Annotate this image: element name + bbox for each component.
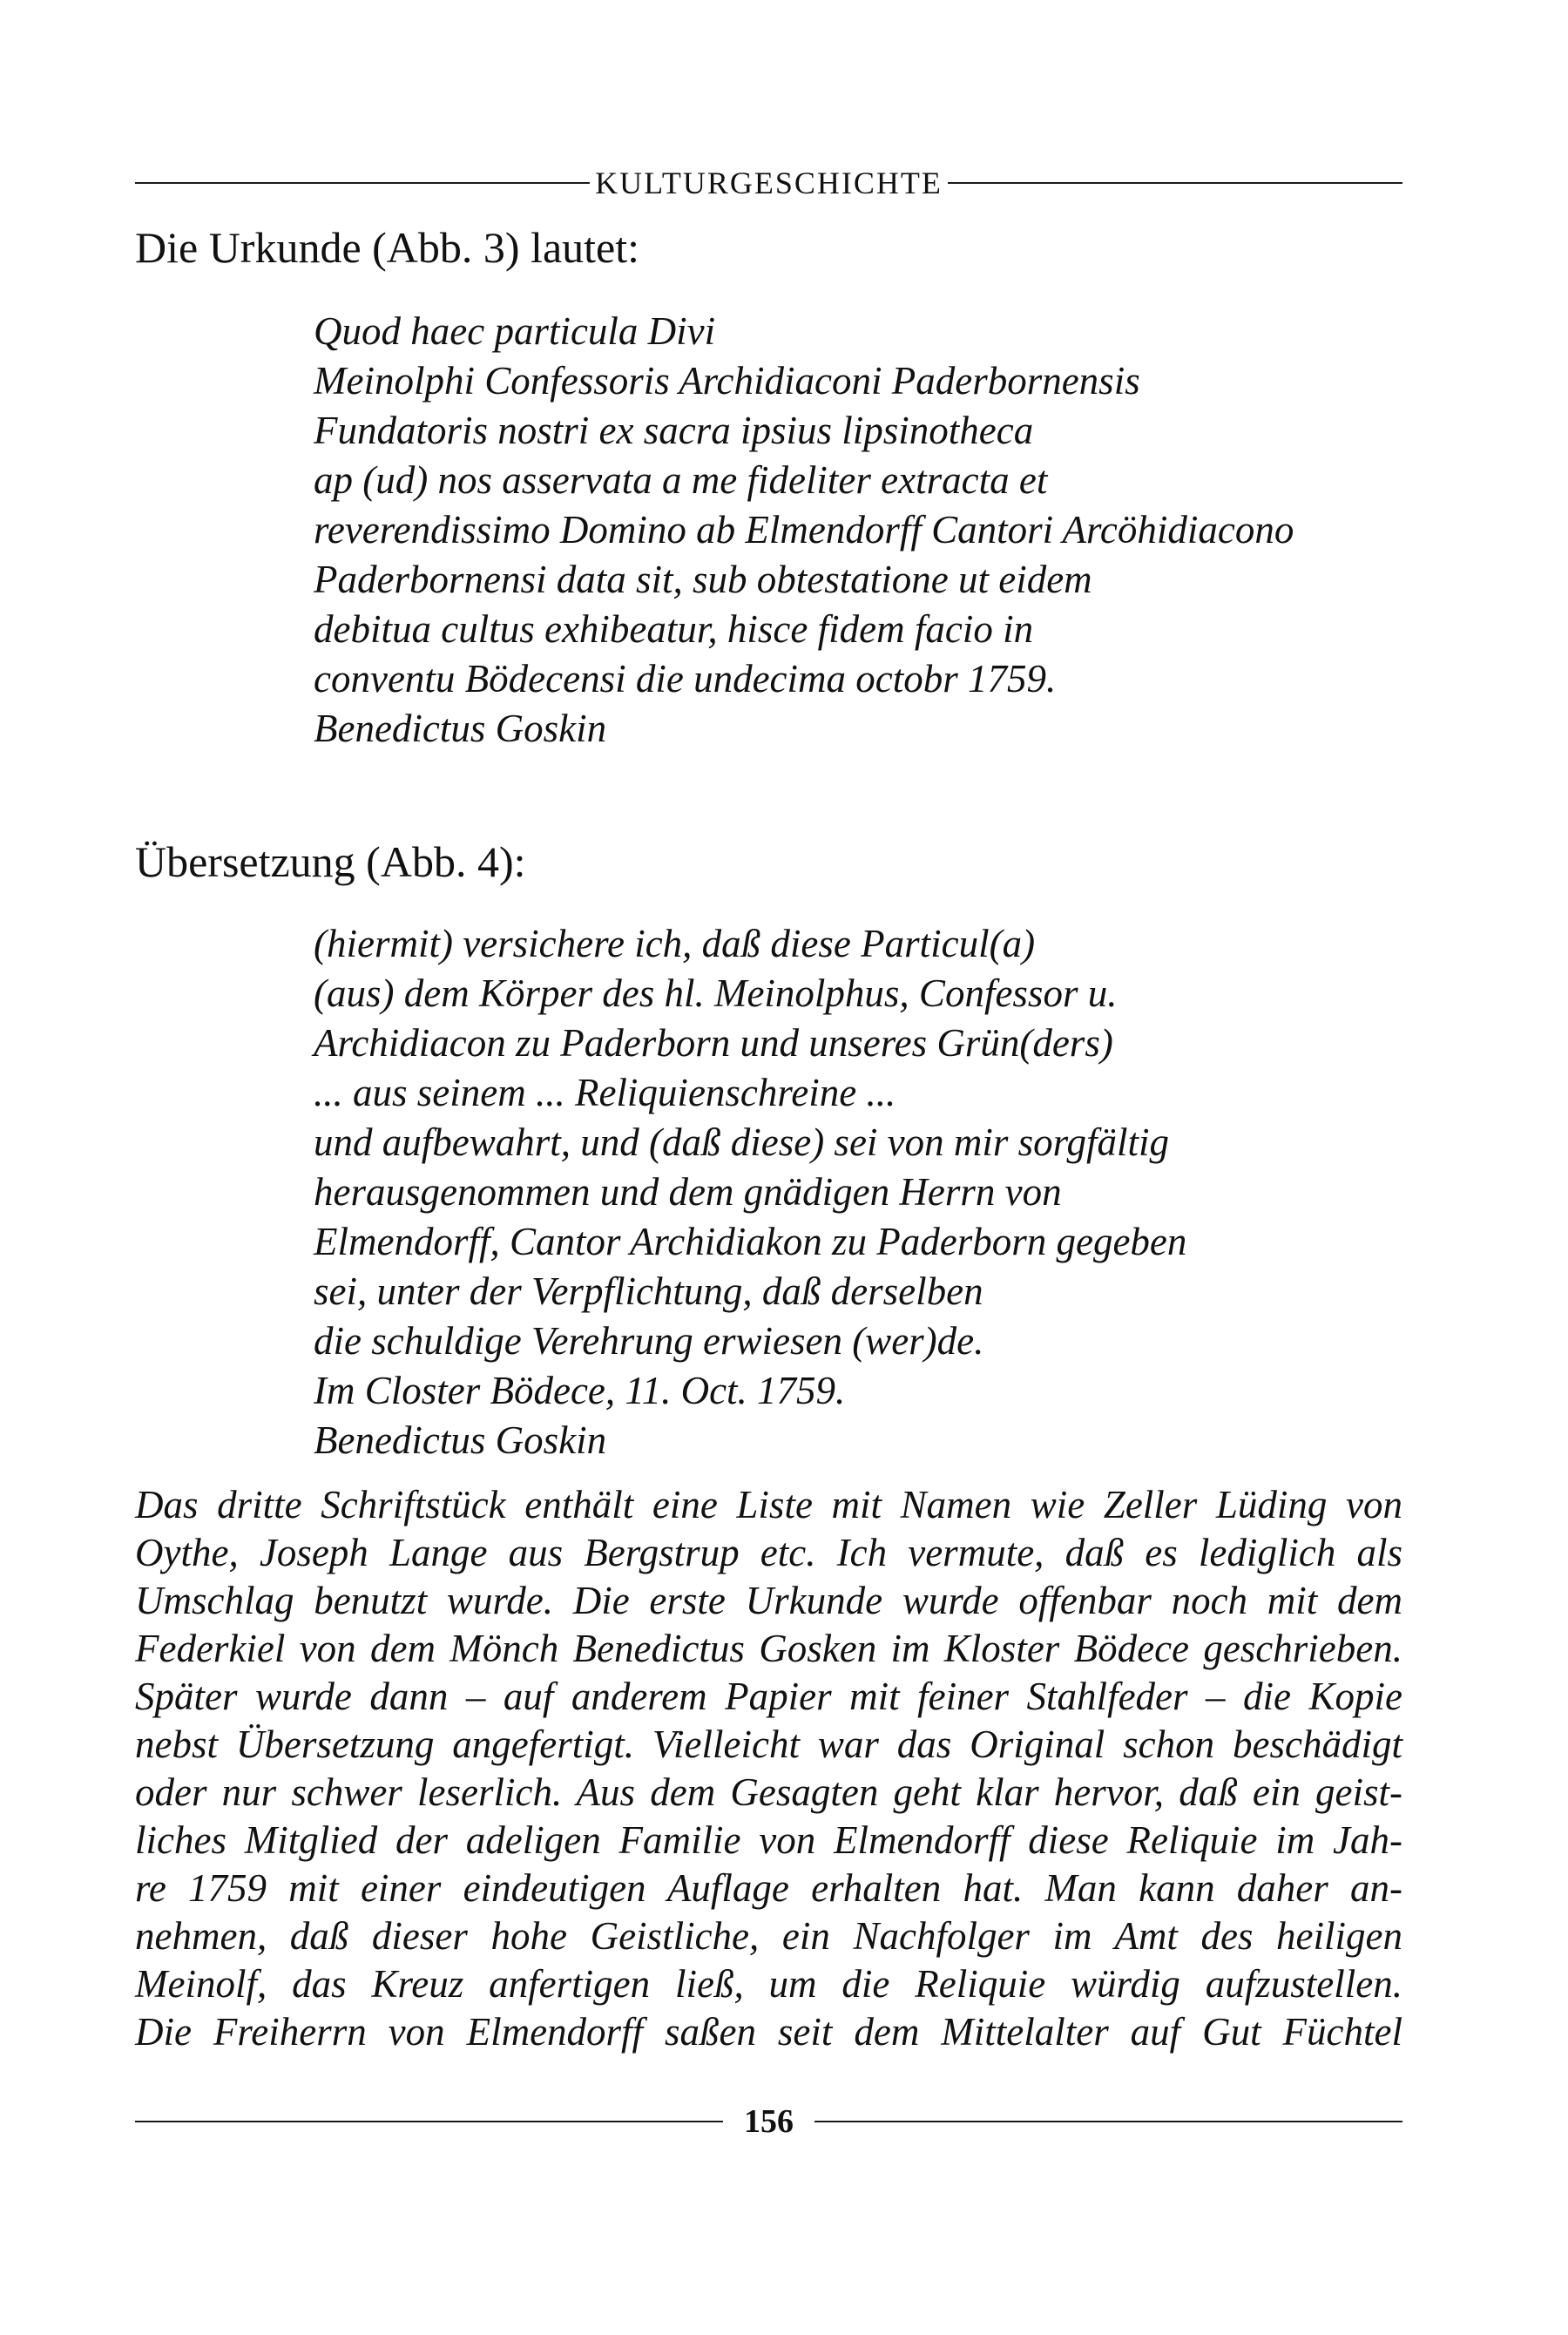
paragraph-line: Das dritte Schriftstück enthält eine Liste mit Namen wie Zeller Lüding von bbox=[135, 1483, 1402, 1526]
quote-line: conventu Bödecensi die undecima octobr 1759. bbox=[314, 657, 1057, 700]
quote-line: debitua cultus exhibeatur, hisce fidem facio in bbox=[314, 607, 1034, 651]
paragraph-line: Meinolf, das Kreuz anfertigen ließ, um die Reliquie würdig aufzustellen. bbox=[135, 1962, 1402, 2006]
translation-line: ... aus seinem ... Reliquienschreine ... bbox=[314, 1071, 896, 1114]
translation-line: (aus) dem Körper des hl. Meinolphus, Confessor u. bbox=[314, 971, 1118, 1015]
translation-line: herausgenommen und dem gnädigen Herrn von bbox=[314, 1170, 1062, 1214]
paragraph-line: Oythe, Joseph Lange aus Bergstrup etc. Ich vermute, daß es lediglich als bbox=[135, 1531, 1402, 1574]
paragraph-line: Federkiel von dem Mönch Benedictus Gosken im Kloster Bödece geschrieben. bbox=[135, 1627, 1402, 1670]
page-footer bbox=[135, 2100, 1402, 2143]
quote-line: Quod haec particula Divi bbox=[314, 309, 716, 353]
translation-line: (hiermit) versichere ich, daß diese Particul(a) bbox=[314, 922, 1036, 965]
translation-line: Archidiacon zu Paderborn und unseres Grün(ders) bbox=[314, 1021, 1113, 1065]
paragraph-line: nehmen, daß dieser hohe Geistliche, ein Nachfolger im Amt des heiligen bbox=[135, 1914, 1402, 1958]
paragraph-line: oder nur schwer leserlich. Aus dem Gesagten geht klar hervor, daß ein geist- bbox=[135, 1770, 1402, 1814]
paragraph-line: liches Mitglied der adeligen Familie von Elmendorff diese Reliquie im Jah- bbox=[135, 1818, 1402, 1862]
paragraph-line: nebst Übersetzung angefertigt. Vielleicht war das Original schon beschädigt bbox=[135, 1722, 1402, 1766]
translation-signature: Benedictus Goskin bbox=[314, 1418, 607, 1462]
paragraph-line: Umschlag benutzt wurde. Die erste Urkunde wurde offenbar noch mit dem bbox=[135, 1579, 1402, 1622]
running-header bbox=[135, 161, 1402, 205]
header-rule-right bbox=[948, 182, 1402, 184]
quote-line: ap (ud) nos asservata a me fideliter extracta et bbox=[314, 458, 1048, 502]
footer-rule-right bbox=[814, 2121, 1402, 2122]
paragraph-line: Die Freiherrn von Elmendorff saßen seit dem Mittelalter auf Gut Füchtel bbox=[135, 2010, 1402, 2054]
translation-line: und aufbewahrt, und (daß diese) sei von mir sorgfältig bbox=[314, 1120, 1170, 1164]
translation-line: die schuldige Verehrung erwiesen (wer)de. bbox=[314, 1319, 984, 1363]
quote-line: reverendissimo Domino ab Elmendorff Cantori Arcöhidiacono bbox=[314, 508, 1294, 552]
page-number: 156 bbox=[744, 2103, 794, 2140]
header-rule-left bbox=[135, 182, 590, 184]
translation-line: sei, unter der Verpflichtung, daß derselben bbox=[314, 1269, 983, 1313]
running-title: KULTURGESCHICHTE bbox=[595, 166, 943, 200]
translation-line: Im Closter Bödece, 11. Oct. 1759. bbox=[314, 1369, 846, 1412]
body-paragraph bbox=[135, 1481, 1402, 2056]
quote-signature: Benedictus Goskin bbox=[314, 707, 607, 750]
german-translation-quote bbox=[314, 919, 1186, 1465]
quote-line: Fundatoris nostri ex sacra ipsius lipsinotheca bbox=[314, 409, 1034, 452]
quote-line: Paderbornensi data sit, sub obtestatione ut eidem bbox=[314, 558, 1092, 601]
translation-line: Elmendorff, Cantor Archidiakon zu Paderborn gegeben bbox=[314, 1220, 1187, 1263]
section-heading-urkunde: Die Urkunde (Abb. 3) lautet: bbox=[135, 223, 640, 272]
paragraph-line: Später wurde dann – auf anderem Papier mit feiner Stahlfeder – die Kopie bbox=[135, 1675, 1402, 1718]
footer-rule-left bbox=[135, 2121, 723, 2122]
quote-line: Meinolphi Confessoris Archidiaconi Paderbornensis bbox=[314, 359, 1140, 403]
latin-document-quote bbox=[314, 307, 1294, 754]
paragraph-line: re 1759 mit einer eindeutigen Auflage erhalten hat. Man kann daher an- bbox=[135, 1866, 1402, 1910]
section-heading-uebersetzung: Übersetzung (Abb. 4): bbox=[135, 837, 526, 886]
